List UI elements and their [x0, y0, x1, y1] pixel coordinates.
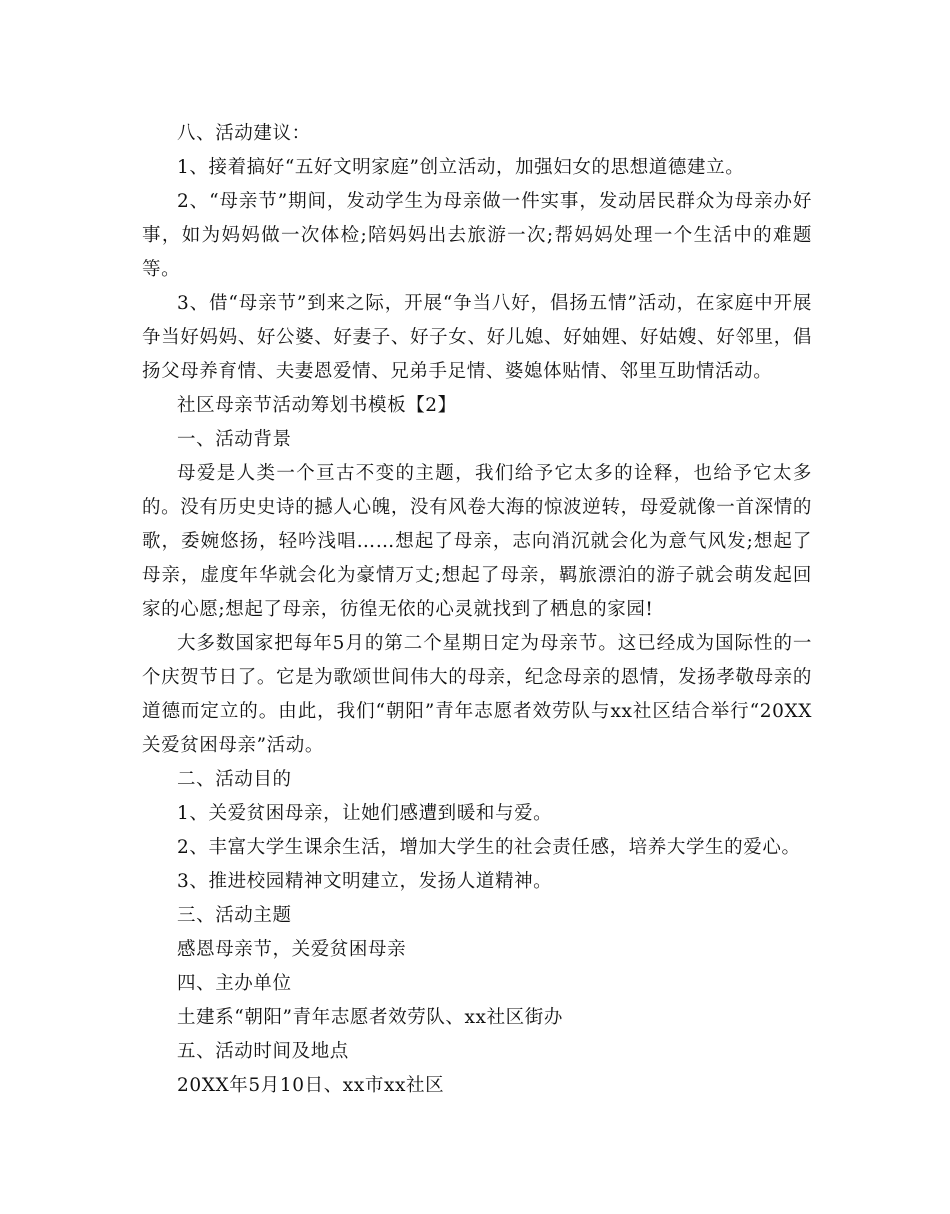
paragraph: 四、主办单位 [177, 973, 292, 994]
paragraph: 3、推进校园精神文明建立，发扬人道精神。 [177, 871, 553, 892]
paragraph: 1、接着搞好“五好文明家庭”创立活动，加强妇女的思想道德建立。 [177, 157, 745, 178]
paragraph: 3、借“母亲节”到来之际，开展“争当八好，倡扬五情”活动，在家庭中开展争当好妈妈、好公婆、好妻子、好子女、好儿媳、好妯娌、好姑嫂、好邻里，倡扬父母养育情、夫妻恩爱情、兄弟手足情、婆媳体贴情、邻里互助情活动。 [142, 293, 812, 382]
paragraph: 20XX年5月10日、xx市xx社区 [177, 1075, 445, 1096]
paragraph: 2、丰富大学生课余生活，增加大学生的社会责任感，培养大学生的爱心。 [177, 837, 801, 858]
paragraph: 母爱是人类一个亘古不变的主题，我们给予它太多的诠释，也给予它太多的。没有历史史诗的撼人心魄，没有风卷大海的惊波逆转，母爱就像一首深情的歌，委婉悠扬，轻吟浅唱……想起了母亲，志向消沉就会化为意气风发;想起了母亲，虚度年华就会化为豪情万丈;想起了母亲，羁旅漂泊的游子就会萌发起回家的心愿;想起了母亲，彷徨无依的心灵就找到了栖息的家园! [142, 463, 812, 620]
paragraph: 五、活动时间及地点 [177, 1041, 349, 1062]
paragraph: 二、活动目的 [177, 769, 292, 790]
paragraph: 三、活动主题 [177, 905, 292, 926]
paragraph: 2、“母亲节”期间，发动学生为母亲做一件实事，发动居民群众为母亲办好事，如为妈妈做一次体检;陪妈妈出去旅游一次;帮妈妈处理一个生活中的难题等。 [142, 191, 812, 280]
paragraph: 社区母亲节活动筹划书模板【2】 [177, 395, 457, 416]
paragraph: 1、关爱贫困母亲，让她们感遭到暖和与爱。 [177, 803, 553, 824]
paragraph: 大多数国家把每年5月的第二个星期日定为母亲节。这已经成为国际性的一个庆贺节日了。它是为歌颂世间伟大的母亲，纪念母亲的恩情，发扬孝敬母亲的道德而定立的。由此，我们“朝阳”青年志愿者效劳队与xx社区结合举行“20XX关爱贫困母亲”活动。 [142, 633, 812, 756]
paragraph: 八、活动建议： [177, 123, 311, 144]
document-body [142, 117, 812, 1103]
paragraph: 感恩母亲节，关爱贫困母亲 [177, 939, 407, 960]
paragraph: 一、活动背景 [177, 429, 292, 450]
paragraph: 土建系“朝阳”青年志愿者效劳队、xx社区街办 [177, 1007, 563, 1028]
